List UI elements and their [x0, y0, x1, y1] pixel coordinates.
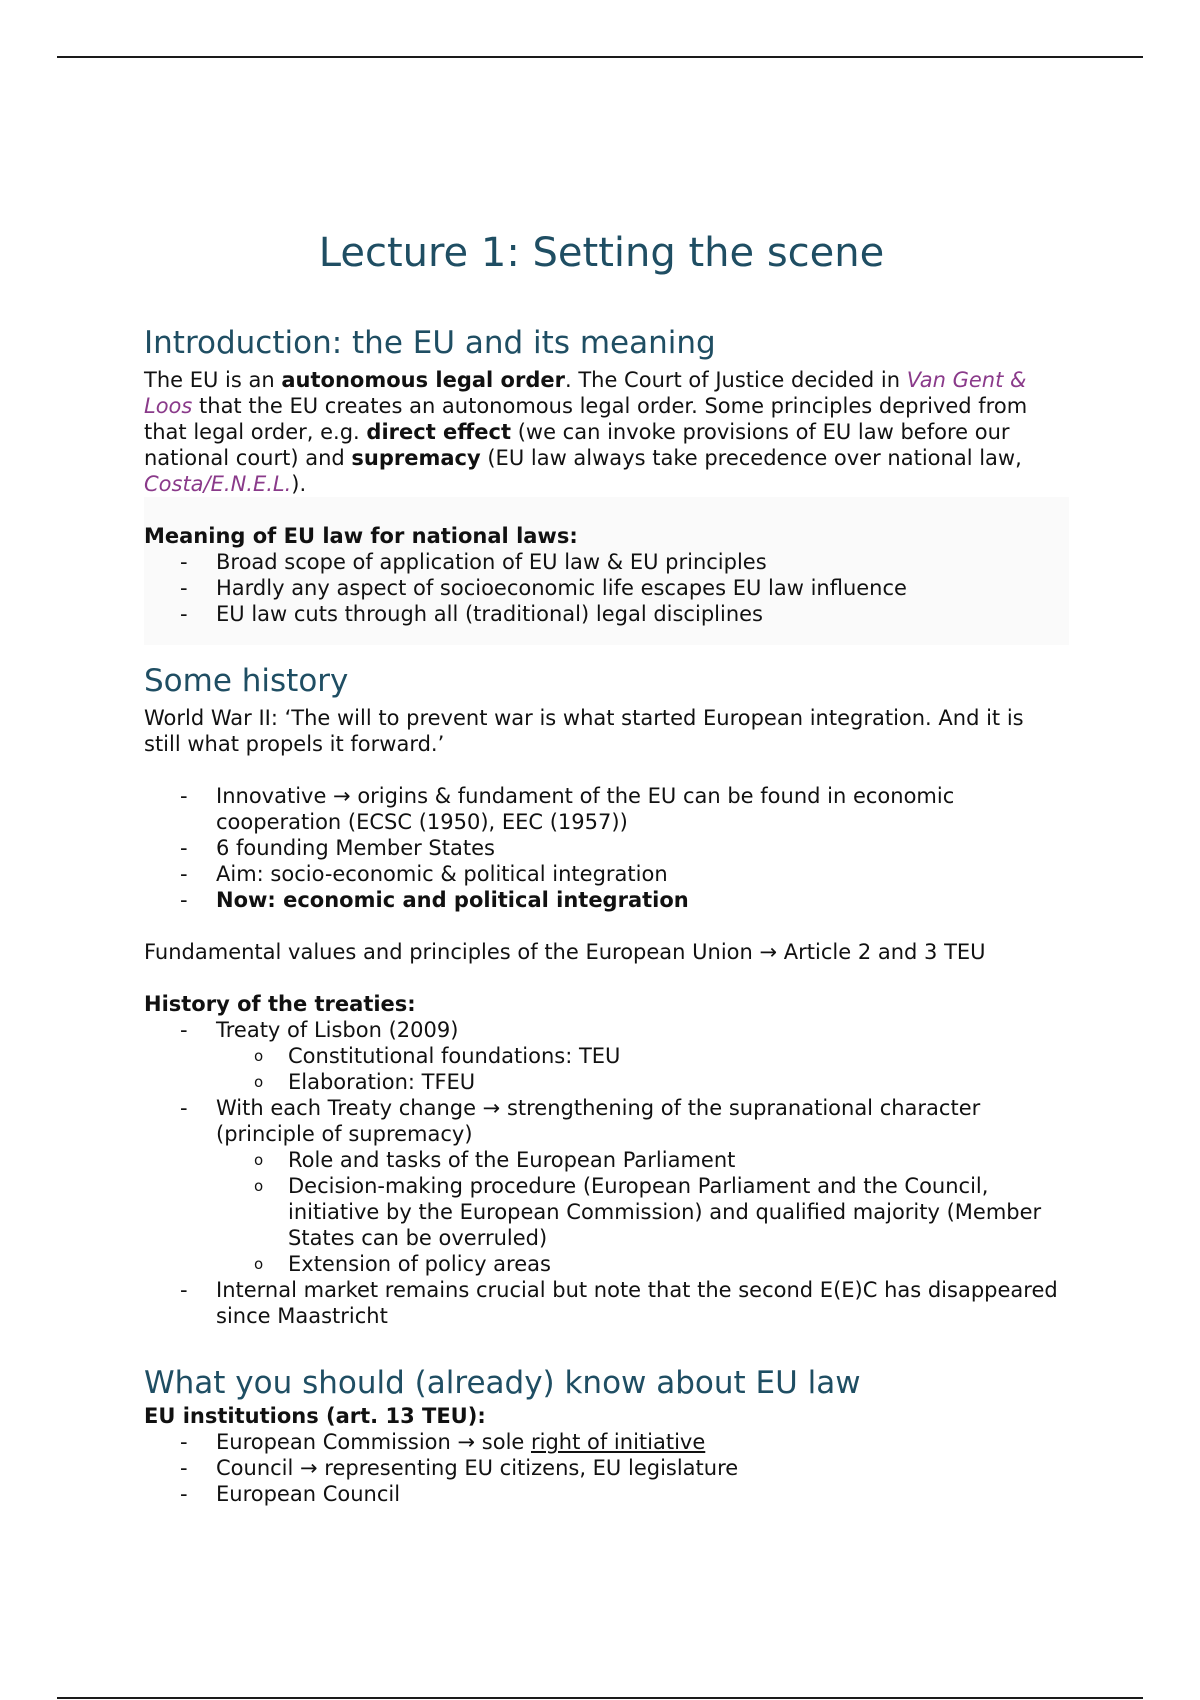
- header-rule: [57, 56, 1143, 58]
- circle-bullet: o: [254, 1151, 264, 1169]
- bold-term: direct effect: [366, 420, 512, 444]
- list-item-text: Hardly any aspect of socioeconomic life escapes EU law influence: [216, 576, 907, 600]
- bold-term: supremacy: [351, 446, 481, 470]
- list-item: [144, 1429, 1059, 1455]
- list-item-text: Internal market remains crucial but note that the second E(E)C has disappeared since Maastricht: [216, 1278, 1058, 1328]
- list-item-text: Elaboration: TFEU: [288, 1070, 476, 1094]
- list-item: [144, 1277, 1059, 1329]
- list-item: [144, 861, 1059, 887]
- dash-bullet: -: [180, 784, 188, 808]
- list-item-text: 6 founding Member States: [216, 836, 495, 860]
- circle-bullet: o: [254, 1255, 264, 1273]
- footer-rule: [57, 1697, 1143, 1699]
- text-run: (EU law always take precedence over national law,: [480, 446, 1022, 470]
- text-run: (we can invoke provisions of EU law before our national court) and: [144, 420, 1010, 470]
- sub-list-item: [216, 1173, 1059, 1251]
- list-item: [144, 887, 1059, 913]
- dash-bullet: -: [180, 602, 188, 626]
- list-item-text: EU law cuts through all (traditional) legal disciplines: [216, 602, 763, 626]
- section-heading-know: What you should (already) know about EU law: [144, 1365, 861, 1401]
- text-run: . The Court of Justice decided in: [564, 368, 907, 392]
- meaning-heading: Meaning of EU law for national laws:: [144, 524, 578, 548]
- text-run: that the EU creates an autonomous legal order. Some principles deprived from that legal order, e.g.: [144, 394, 1028, 444]
- list-item-text: Now: economic and political integration: [216, 888, 689, 912]
- list-item: [144, 1455, 1059, 1481]
- list-item-text: With each Treaty change → strengthening of the supranational character (principle of supremacy): [216, 1096, 981, 1146]
- institutions-heading: EU institutions (art. 13 TEU):: [144, 1404, 486, 1428]
- list-item: [144, 783, 1059, 835]
- list-item-text: Extension of policy areas: [288, 1252, 551, 1276]
- document-body: [144, 225, 1059, 1507]
- list-item-text: European Commission → sole: [216, 1430, 531, 1454]
- list-item-text: Innovative → origins & fundament of the EU can be found in economic cooperation (ECSC (1950), EEC (1957)): [216, 784, 955, 834]
- list-item-text: European Council: [216, 1482, 401, 1506]
- section-heading-introduction: Introduction: the EU and its meaning: [144, 325, 716, 361]
- case-name: Costa/E.N.E.L.: [144, 472, 292, 496]
- section-heading-history: Some history: [144, 663, 349, 699]
- treaties-heading: History of the treaties:: [144, 992, 416, 1016]
- dash-bullet: -: [180, 1278, 188, 1302]
- sub-list-item: [216, 1069, 1059, 1095]
- list-item: [144, 1481, 1059, 1507]
- dash-bullet: -: [180, 1018, 188, 1042]
- circle-bullet: o: [254, 1073, 264, 1091]
- list-item: [144, 549, 1059, 575]
- intro-paragraph: [144, 367, 1059, 497]
- list-item-text: Aim: socio-economic & political integration: [216, 862, 668, 886]
- case-name: Van Gent & Loos: [144, 368, 1027, 418]
- page-title: Lecture 1: Setting the scene: [318, 230, 885, 276]
- treaties-list: [144, 1017, 1059, 1329]
- sub-list-item: [216, 1043, 1059, 1069]
- institutions-list: [144, 1429, 1059, 1507]
- text-run: ).: [291, 472, 307, 496]
- list-item: [144, 1017, 1059, 1095]
- list-item: [144, 575, 1059, 601]
- sub-list: [144, 1147, 1059, 1277]
- list-item-text: Treaty of Lisbon (2009): [216, 1018, 459, 1042]
- list-item-text: Council → representing EU citizens, EU legislature: [216, 1456, 739, 1480]
- dash-bullet: -: [180, 550, 188, 574]
- list-item-text: Role and tasks of the European Parliament: [288, 1148, 736, 1172]
- list-item-text: Constitutional foundations: TEU: [288, 1044, 621, 1068]
- dash-bullet: -: [180, 1096, 188, 1120]
- bold-term: autonomous legal order: [281, 368, 565, 392]
- sub-list: [144, 1043, 1059, 1095]
- values-line: Fundamental values and principles of the European Union → Article 2 and 3 TEU: [144, 940, 986, 964]
- meaning-block: [144, 497, 1069, 645]
- list-item: [144, 601, 1059, 627]
- sub-list-item: [216, 1251, 1059, 1277]
- dash-bullet: -: [180, 576, 188, 600]
- history-quote: World War II: ‘The will to prevent war is what started European integration. And it is still what propels it forward.’: [144, 706, 1024, 756]
- circle-bullet: o: [254, 1177, 264, 1195]
- dash-bullet: -: [180, 1482, 188, 1506]
- history-list: [144, 783, 1059, 913]
- list-item-text: Decision-making procedure (European Parliament and the Council, initiative by the European Commission) and qualified majority (Member States can be overruled): [288, 1174, 1042, 1250]
- text-run: The EU is an: [144, 368, 282, 392]
- dash-bullet: -: [180, 1430, 188, 1454]
- list-item-text: Broad scope of application of EU law & EU principles: [216, 550, 767, 574]
- sub-list-item: [216, 1147, 1059, 1173]
- dash-bullet: -: [180, 1456, 188, 1480]
- underlined-term: right of initiative: [531, 1430, 706, 1454]
- circle-bullet: o: [254, 1047, 264, 1065]
- list-item: [144, 1095, 1059, 1277]
- list-item: [144, 835, 1059, 861]
- meaning-list: [144, 549, 1059, 627]
- dash-bullet: -: [180, 862, 188, 886]
- dash-bullet: -: [180, 888, 188, 912]
- dash-bullet: -: [180, 836, 188, 860]
